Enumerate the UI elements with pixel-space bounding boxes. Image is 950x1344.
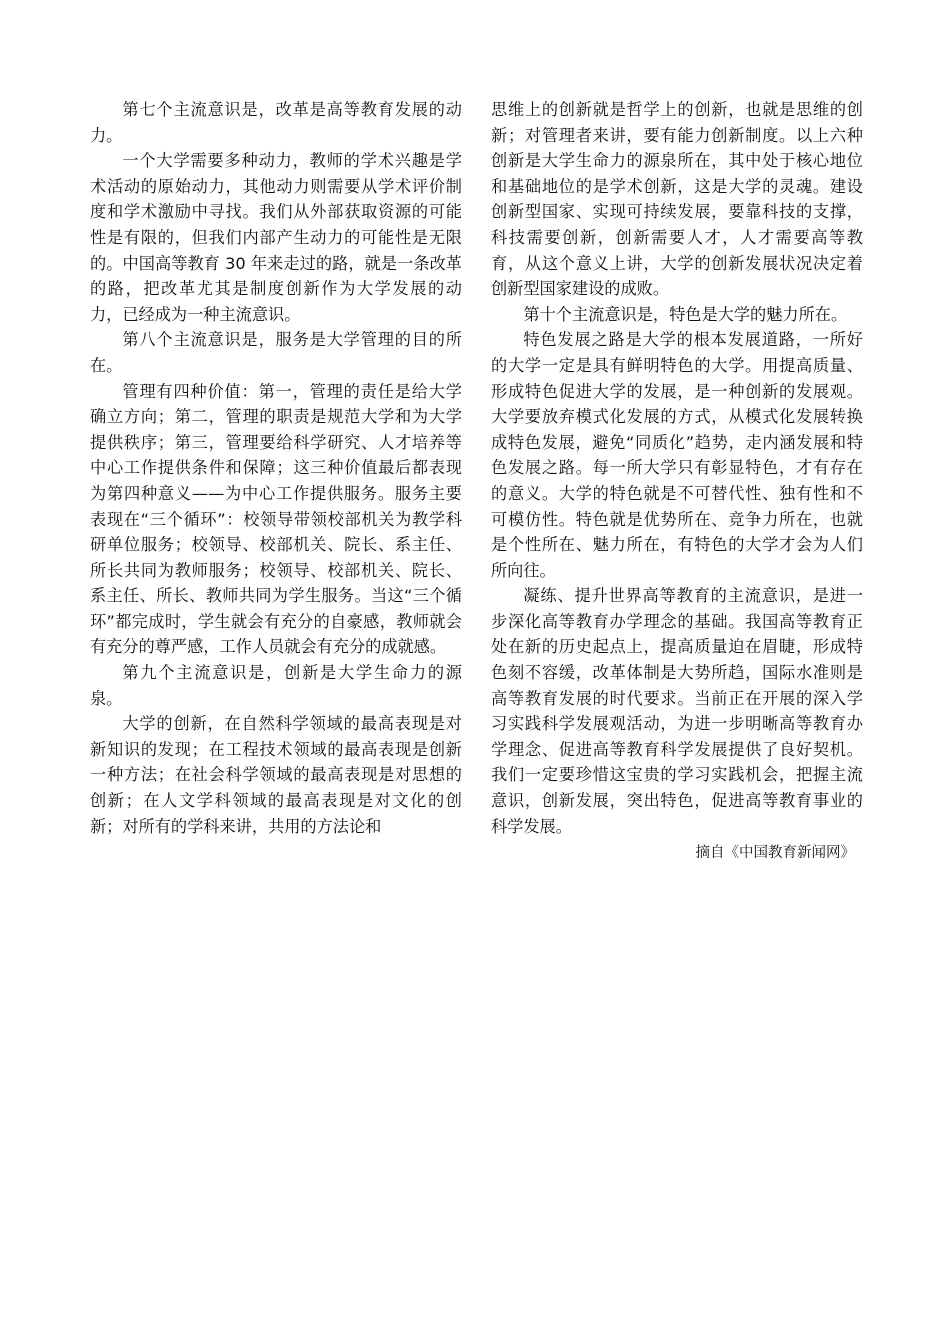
paragraph: 凝练、提升世界高等教育的主流意识，是进一步深化高等教育办学理念的基础。我国高等教育正处在新的历史起点上，提高质量迫在眉睫，形成特色刻不容缓，改革体制是大势所趋，国际水准则是高等教育发展的时代要求。当前正在开展的深入学习实践科学发展观活动，为进一步明晰高等教育办学理念、促进高等教育科学发展提供了良好契机。我们一定要珍惜这宝贵的学习实践机会，把握主流意识，创新发展，突出特色，促进高等教育事业的科学发展。 [491, 586, 863, 836]
paragraph: 第十个主流意识是，特色是大学的魅力所在。 [523, 304, 848, 324]
right-text-column [491, 97, 863, 867]
paragraph: 第八个主流意识是，服务是大学管理的目的所在。 [90, 330, 462, 375]
left-text-column [90, 97, 462, 839]
paragraph-continuation: 思维上的创新就是哲学上的创新，也就是思维的创新；对管理者来讲，要有能力创新制度。以上六种创新是大学生命力的源泉所在，其中处于核心地位和基础地位的是学术创新，这是大学的灵魂。建设创新型国家、实现可持续发展，要靠科技的支撑，科技需要创新，创新需要人才，人才需要高等教育，从这个意义上讲，大学的创新发展状况决定着创新型国家建设的成败。 [491, 100, 863, 299]
source-attribution: 摘自《中国教育新闻网》 [695, 845, 855, 862]
paragraph: 大学的创新，在自然科学领域的最高表现是对新知识的发现；在工程技术领域的最高表现是创新一种方法；在社会科学领域的最高表现是对思想的创新；在人文学科领域的最高表现是对文化的创新；对所有的学科来讲，共用的方法论和 [90, 714, 462, 836]
paragraph: 一个大学需要多种动力，教师的学术兴趣是学术活动的原始动力，其他动力则需要从学术评价制度和学术激励中寻找。我们从外部获取资源的可能性是有限的，但我们内部产生动力的可能性是无限的。中国高等教育 30 年来走过的路，就是一条改革的路，把改革尤其是制度创新作为大学发展的动力，已经成为一种主流意识。 [90, 151, 462, 324]
paragraph: 第九个主流意识是，创新是大学生命力的源泉。 [90, 663, 462, 708]
paragraph: 特色发展之路是大学的根本发展道路，一所好的大学一定是具有鲜明特色的大学。用提高质量、形成特色促进大学的发展，是一种创新的发展观。大学要放弃模式化发展的方式，从模式化发展转换成特色发展，避免“同质化”趋势，走内涵发展和特色发展之路。每一所大学只有彰显特色，才有存在的意义。大学的特色就是不可替代性、独有性和不可模仿性。特色就是优势所在、竞争力所在，也就是个性所在、魅力所在，有特色的大学才会为人们所向往。 [491, 330, 863, 580]
paragraph: 管理有四种价值：第一，管理的责任是给大学确立方向；第二，管理的职责是规范大学和为大学提供秩序；第三，管理要给科学研究、人才培养等中心工作提供条件和保障；这三种价值最后都表现为第四种意义——为中心工作提供服务。服务主要表现在“三个循环”：校领导带领校部机关为教学科研单位服务；校领导、校部机关、院长、系主任、所长共同为教师服务；校领导、校部机关、院长、系主任、所长、教师共同为学生服务。当这“三个循环”都完成时，学生就会有充分的自豪感，教师就会有充分的尊严感，工作人员就会有充分的成就感。 [90, 381, 462, 657]
paragraph: 第七个主流意识是，改革是高等教育发展的动力。 [90, 100, 462, 145]
